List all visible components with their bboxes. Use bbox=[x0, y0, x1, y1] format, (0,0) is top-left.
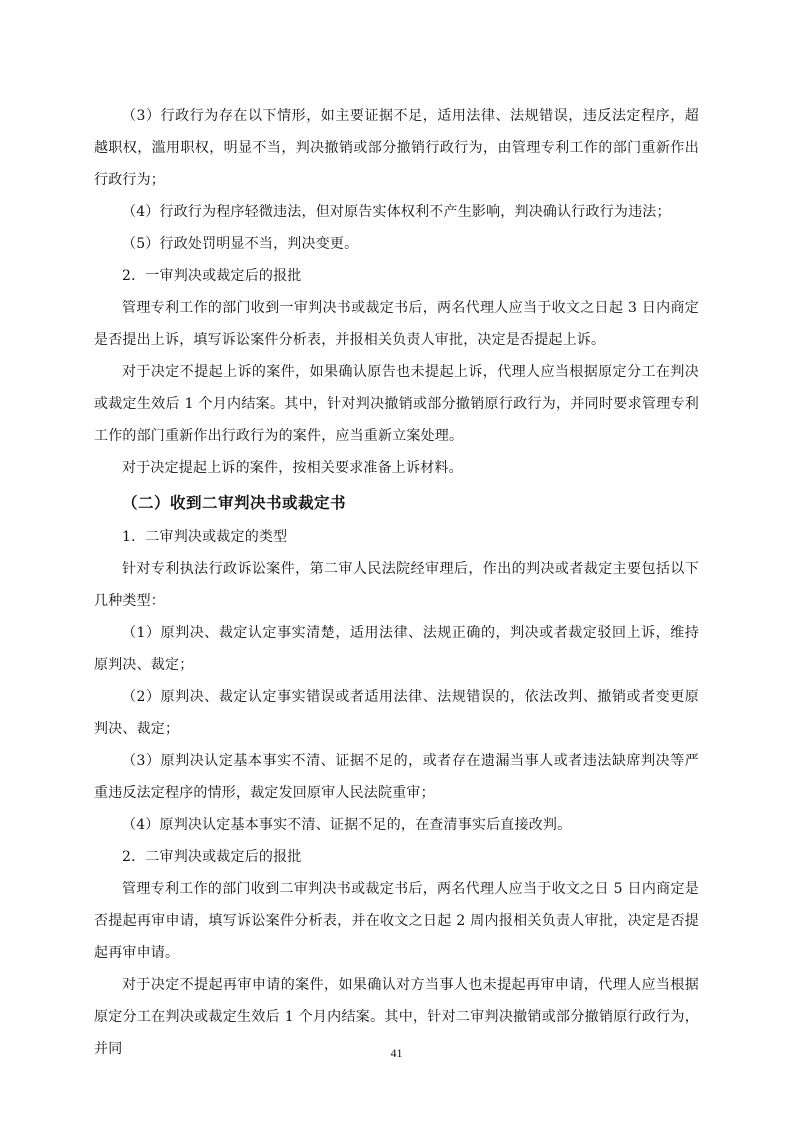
paragraph: 对于决定不提起再审申请的案件，如果确认对方当事人也未提起再审申请，代理人应当根据原定分工在判决或裁定生效后 1 个月内结案。其中，针对二审判决撤销或部分撤销原行政行为，并同 bbox=[94, 977, 699, 1057]
paragraph: （3）原判决认定基本事实不清、证据不足的，或者存在遗漏当事人或者违法缺席判决等严重违反法定程序的情形，裁定发回原审人民法院重审； bbox=[94, 753, 699, 801]
paragraph: 针对专利执法行政诉讼案件，第二审人民法院经审理后，作出的判决或者裁定主要包括以下几种类型： bbox=[94, 561, 699, 609]
subheading: 2．一审判决或裁定后的报批 bbox=[122, 268, 302, 284]
paragraph: 管理专利工作的部门收到一审判决书或裁定书后，两名代理人应当于收文之日起 3 日内商定是否提出上诉，填写诉讼案件分析表，并报相关负责人审批，决定是否提起上诉。 bbox=[94, 300, 699, 348]
subheading: 2．二审判决或裁定后的报批 bbox=[122, 849, 302, 865]
paragraph: 对于决定提起上诉的案件，按相关要求准备上诉材料。 bbox=[122, 460, 463, 476]
page-body bbox=[94, 100, 699, 1065]
paragraph: 管理专利工作的部门收到二审判决书或裁定书后，两名代理人应当于收文之日 5 日内商定是否提起再审申请，填写诉讼案件分析表，并在收文之日起 2 周内报相关负责人审批，决定是否提起再审申请。 bbox=[94, 881, 699, 961]
paragraph: 对于决定不提起上诉的案件，如果确认原告也未提起上诉，代理人应当根据原定分工在判决或裁定生效后 1 个月内结案。其中，针对判决撤销或部分撤销原行政行为，并同时要求管理专利工作的部门重新作出行政行为的案件，应当重新立案处理。 bbox=[94, 364, 699, 444]
paragraph: （4）原判决认定基本事实不清、证据不足的，在查清事实后直接改判。 bbox=[122, 817, 572, 833]
subheading: 1．二审判决或裁定的类型 bbox=[122, 529, 288, 545]
section-heading: （二）收到二审判决书或裁定书 bbox=[122, 494, 347, 512]
paragraph: （3）行政行为存在以下情形，如主要证据不足，适用法律、法规错误，违反法定程序，超越职权，滥用职权，明显不当，判决撤销或部分撤销行政行为，由管理专利工作的部门重新作出行政行为； bbox=[94, 108, 699, 188]
paragraph: （4）行政行为程序轻微违法，但对原告实体权利不产生影响，判决确认行政行为违法； bbox=[122, 204, 671, 220]
paragraph: （2）原判决、裁定认定事实错误或者适用法律、法规错误的，依法改判、撤销或者变更原判决、裁定； bbox=[94, 689, 699, 737]
paragraph: （1）原判决、裁定认定事实清楚，适用法律、法规正确的，判决或者裁定驳回上诉，维持原判决、裁定； bbox=[94, 625, 699, 673]
page-number: 41 bbox=[390, 1046, 403, 1060]
paragraph: （5）行政处罚明显不当，判决变更。 bbox=[122, 236, 359, 252]
